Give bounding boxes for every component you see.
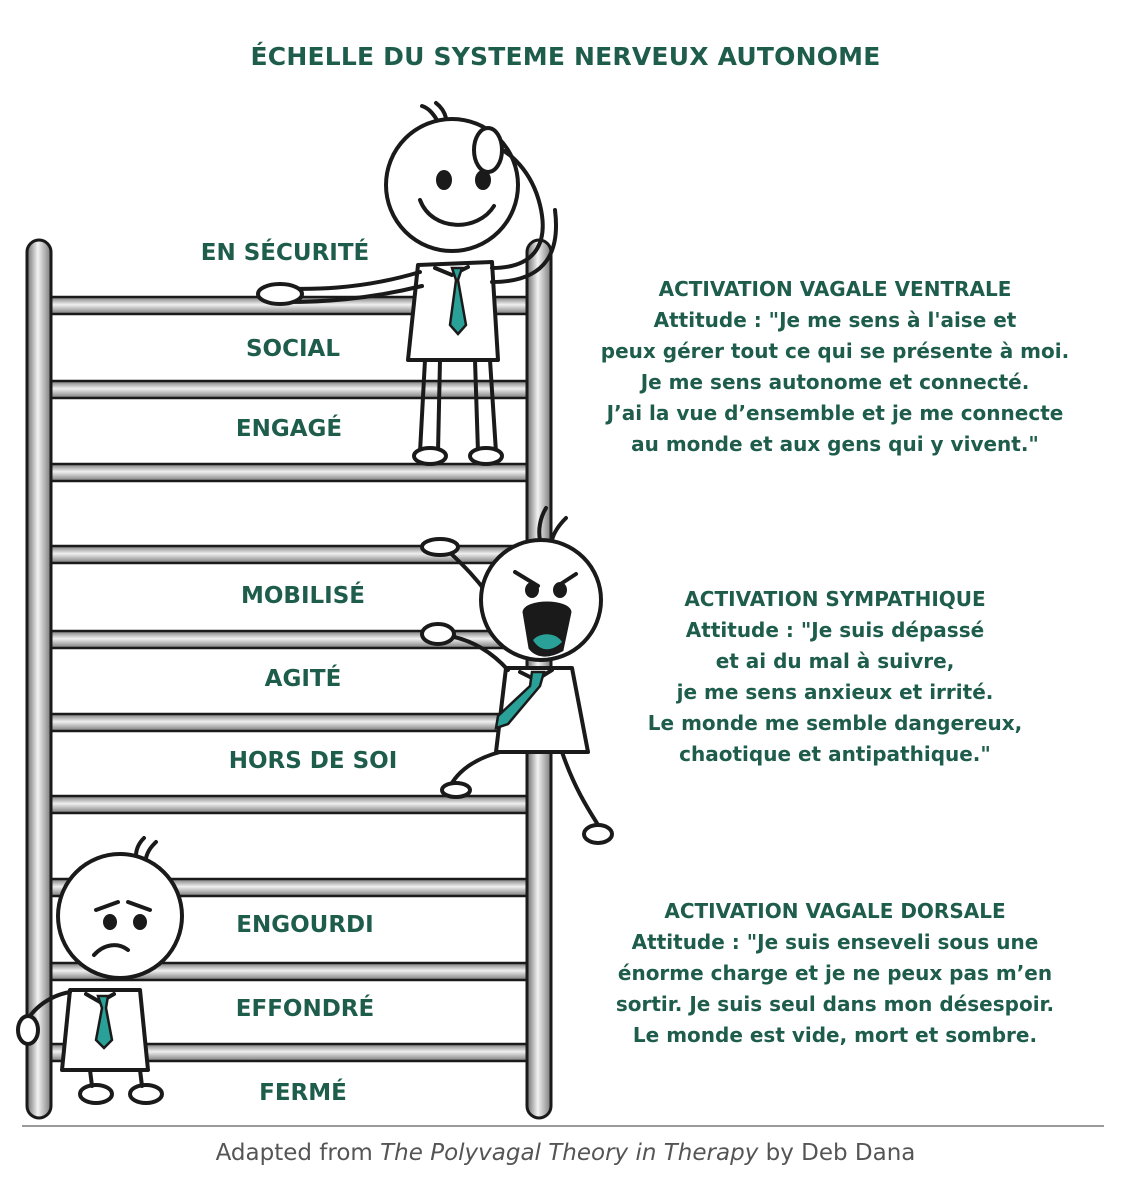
section-sympathique bbox=[600, 584, 1070, 770]
attitude-line: et ai du mal à suivre, bbox=[715, 649, 955, 673]
attitude-line: J’ai la vue d’ensemble et je me connecte bbox=[606, 401, 1064, 425]
section-heading: ACTIVATION SYMPATHIQUE bbox=[684, 587, 986, 611]
attitude-line: je me sens anxieux et irrité. bbox=[676, 680, 994, 704]
attitude-line: Attitude : "Je me sens à l'aise et bbox=[653, 308, 1017, 332]
attitude-line: Attitude : "Je suis dépassé bbox=[685, 618, 985, 642]
footer-divider bbox=[22, 1125, 1104, 1127]
attitude-line: énorme charge et je ne peux pas m’en bbox=[617, 961, 1053, 985]
attitude-line: chaotique et antipathique." bbox=[679, 742, 991, 766]
diagram-title: ÉCHELLE DU SYSTEME NERVEUX AUTONOME bbox=[250, 42, 881, 71]
happy-figure bbox=[258, 103, 556, 464]
label-hors-de-soi: HORS DE SOI bbox=[228, 748, 398, 774]
attitude-line: au monde et aux gens qui y vivent." bbox=[631, 432, 1039, 456]
rung-3 bbox=[50, 464, 530, 481]
label-social: SOCIAL bbox=[245, 336, 340, 362]
label-mobilise: MOBILISÉ bbox=[240, 583, 366, 609]
section-ventral bbox=[600, 274, 1070, 460]
footer-credit bbox=[0, 1140, 1131, 1166]
left-rail bbox=[27, 240, 51, 1118]
rung-6 bbox=[50, 714, 530, 731]
label-engage: ENGAGÉ bbox=[235, 416, 343, 442]
footer-suffix: by Deb Dana bbox=[758, 1140, 916, 1166]
label-en-securite: EN SÉCURITÉ bbox=[200, 240, 370, 266]
rung-2 bbox=[50, 381, 530, 398]
attitude-line: peux gérer tout ce qui se présente à moi. bbox=[600, 339, 1070, 363]
attitude-line: Attitude : "Je suis enseveli sous une bbox=[631, 930, 1039, 954]
footer-book-title: The Polyvagal Theory in Therapy bbox=[380, 1140, 759, 1166]
label-engourdi: ENGOURDI bbox=[236, 912, 374, 938]
footer-prefix: Adapted from bbox=[215, 1140, 381, 1166]
attitude-line: sortir. Je suis seul dans mon désespoir. bbox=[615, 992, 1055, 1016]
attitude-line: Je me sens autonome et connecté. bbox=[640, 370, 1030, 394]
attitude-line: Le monde me semble dangereux, bbox=[647, 711, 1023, 735]
section-heading: ACTIVATION VAGALE VENTRALE bbox=[658, 277, 1012, 301]
section-heading: ACTIVATION VAGALE DORSALE bbox=[664, 899, 1006, 923]
label-agite: AGITÉ bbox=[264, 666, 342, 692]
attitude-line: Le monde est vide, mort et sombre. bbox=[632, 1023, 1038, 1047]
label-ferme: FERMÉ bbox=[259, 1080, 347, 1106]
section-dorsale bbox=[600, 896, 1070, 1051]
label-effondre: EFFONDRÉ bbox=[235, 996, 375, 1022]
